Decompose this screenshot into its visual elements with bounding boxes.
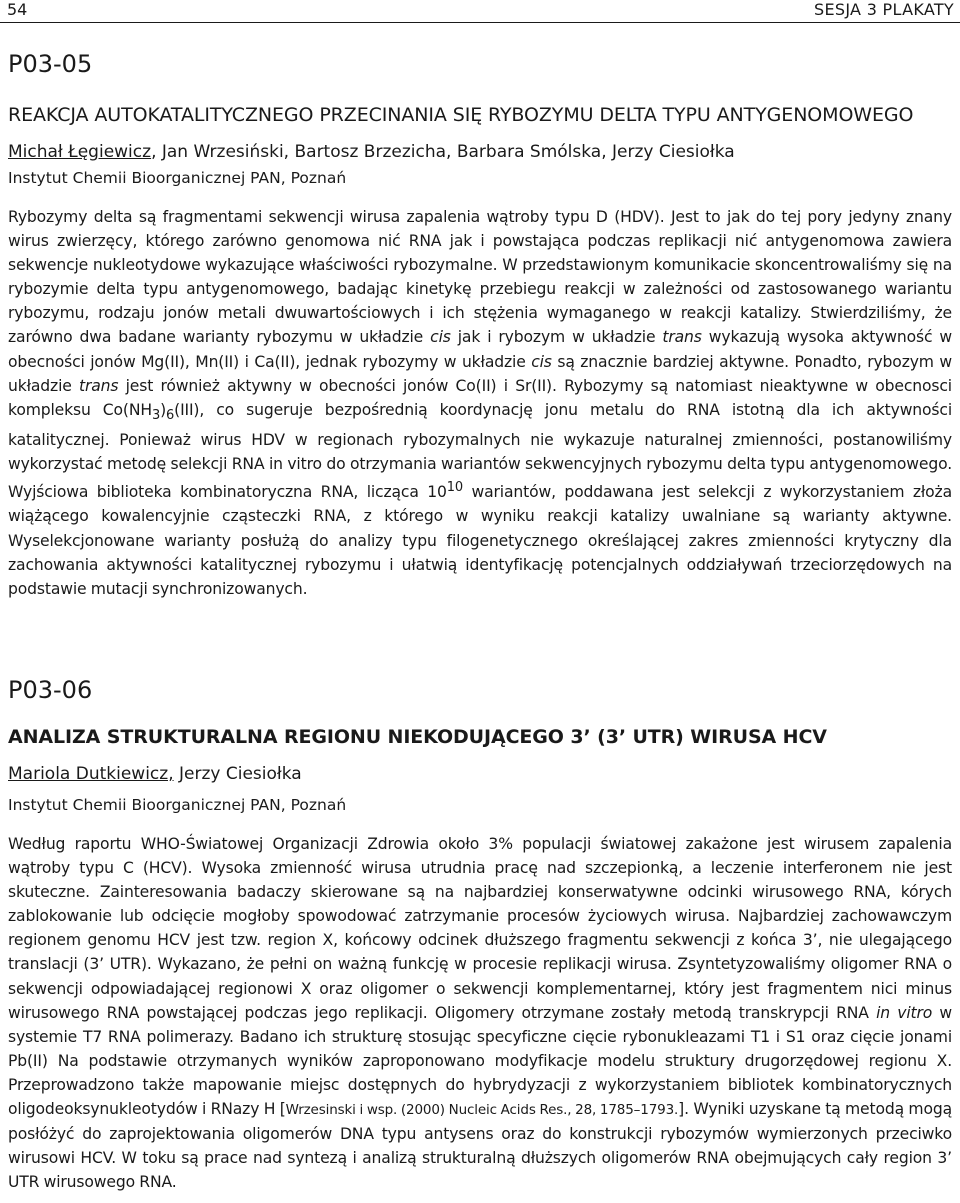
body-segment: wykazują wysoka aktywność w obecności jonów Mg(II), Mn(II) i Ca(II), jednak rybozymy w układzie bbox=[8, 328, 952, 371]
presenting-author: Michał Łęgiewicz bbox=[8, 142, 152, 162]
italic-term: trans bbox=[662, 328, 702, 347]
abstract-title: REAKCJA AUTOKATALITYCZNEGO PRZECINANIA SIĘ RYBOZYMU DELTA TYPU ANTYGENOMOWEGO bbox=[8, 104, 914, 126]
citation: Wrzesinski i wsp. (2000) Nucleic Acids Res., 28, 1785–1793. bbox=[285, 1102, 679, 1119]
presenting-author: Mariola Dutkiewicz, bbox=[8, 764, 174, 784]
superscript: 10 bbox=[446, 480, 464, 496]
body-segment: Rybozymy delta są fragmentami sekwencji wirusa zapalenia wątroby typu D (HDV). Jest to jak do tej pory jedyny znany wirus zwierzęcy, którego zarówno genomowa nić RNA jak i powstająca podczas replikacji nić antygenomowa zawiera sekwencje nukleotydowe wykazujące właściwości rybozymalne. W przedstawionym komunikacie skoncentrowaliśmy się na rybozymie delta typu antygenomowego, badając kinetykę przebiegu reakcji w zależności od zastosowanego wariantu rybozymu, rodzaju jonów metali dwuwartościowych i ich stężenia wymaganego w reakcji katalizy. Stwierdziliśmy, że zarówno dwa badane warianty rybozymu w układzie bbox=[8, 208, 952, 347]
abstract-code: P03-05 bbox=[8, 50, 93, 78]
subscript: 6 bbox=[166, 407, 175, 423]
italic-term: cis bbox=[430, 328, 451, 347]
author-list bbox=[8, 140, 952, 164]
body-segment: (III), co sugeruje bezpośrednią koordynację jonu metalu do RNA istotną dla ich aktywności katalitycznej. Ponieważ wirus HDV w regionach rybozymalnych nie wykazuje naturalnej zmienności, postanowiliśmy wykorzystać metodę selekcji RNA in vitro do otrzymania wariantów sekwencyjnych rybozymu delta typu antygenomowego. Wyjściowa biblioteka kombinatoryczna RNA, licząca 10 bbox=[8, 400, 952, 502]
page-number: 54 bbox=[7, 0, 28, 19]
section-title: SESJA 3 PLAKATY bbox=[814, 0, 954, 19]
co-authors: , Jan Wrzesiński, Bartosz Brzezicha, Barbara Smólska, Jerzy Ciesiołka bbox=[151, 142, 735, 162]
body-segment: jest również aktywny w obecności jonów Co(II) i Sr(II). Rybozymy są natomiast nieaktywne w obecnosci kompleksu Co(NH bbox=[8, 376, 952, 419]
body-segment: wariantów, poddawana jest selekcji z wykorzystaniem złoża wiążącego kowalencyjnie cząsteczki RNA, z którego w wyniku reakcji katalizy uwalniane są warianty aktywne. Wyselekcjonowane warianty posłużą do analizy typu filogenetycznego określającej zakres zmienności krytyczny dla zachowania aktywności katalitycznej rybozymu i ułatwią identyfikację potencjalnych oddziaływań trzeciorzędowych na podstawie mutacji synchronizowanych. bbox=[8, 483, 953, 598]
abstract-p03-05 bbox=[8, 47, 952, 601]
body-segment: Według raportu WHO-Światowej Organizacji Zdrowia około 3% populacji światowej zakażone jest wirusem zapalenia wątroby typu C (HCV). Wysoka zmienność wirusa utrudnia pracę nad szczepionką, a leczenie interferonem nie jest skuteczne. Zainteresowania badaczy skierowane są na najbardziej konserwatywne odcinki wirusowego RNA, kórych zablokowanie lub odcięcie mogłoby spowodować zatrzymanie procesów życiowych wirusa. Najbardziej zachowawczym regionem genomu HCV jest tzw. region X, końcowy odcinek dłuższego fragmentu sekwencji z końca 3’, nie ulegającego translacji (3’ UTR). Wykazano, że pełni on ważną funkcję w procesie replikacji wirusa. Zsyntetyzowaliśmy oligomer RNA o sekwencji odpowiadającej regionowi X oraz oligomer o sekwencji komplementarnej, który jest fragmentem nici minus wirusowego RNA powstającej podczas jego replikacji. Oligomery otrzymane zostały metodą transkrypcji RNA bbox=[8, 835, 952, 1022]
italic-term: in vitro bbox=[876, 1003, 933, 1022]
italic-term: cis bbox=[531, 352, 552, 371]
body-segment: jak i rybozym w układzie bbox=[450, 328, 663, 347]
body-segment: ) bbox=[160, 400, 167, 419]
abstract-body bbox=[8, 832, 952, 1194]
abstract-code: P03-06 bbox=[8, 676, 93, 704]
institution: Instytut Chemii Bioorganicznej PAN, Poznań bbox=[8, 796, 347, 814]
co-authors: Jerzy Ciesiołka bbox=[173, 764, 302, 784]
subscript: 3 bbox=[151, 407, 161, 423]
author-list bbox=[8, 762, 952, 786]
body-segment: w systemie T7 RNA polimerazy. Badano ich strukturę stosując specyficzne cięcie rybonukleazami T1 i S1 oraz cięcie jonami Pb(II) Na podstawie otrzymanych wyników zaproponowano modyfikacje modelu struktury drugorzędowej regionu X. Przeprowadzono także mapowanie miejsc dostępnych do hybrydyzacji z wykorzystaniem bibliotek kombinatorycznych oligodeoksynukleotydów i RNazy H [ bbox=[8, 1003, 952, 1119]
page-header bbox=[0, 0, 960, 23]
abstract-p03-06 bbox=[8, 673, 952, 1194]
body-segment: są znacznie bardziej aktywne. Ponadto, rybozym w układzie bbox=[8, 352, 952, 395]
italic-term: trans bbox=[79, 376, 119, 395]
institution: Instytut Chemii Bioorganicznej PAN, Poznań bbox=[8, 169, 347, 187]
body-segment: ]. Wyniki uzyskane tą metodą mogą posłóżyć do zaprojektowania oligomerów DNA typu antysens oraz do konstrukcji rybozymów wymierzonych przeciwko wirusowi HCV. W toku są prace nad syntezą i analizą strukturalną dłuższych oligomerów RNA obejmujących cały region 3’ UTR wirusowego RNA. bbox=[8, 1100, 952, 1192]
abstract-title: ANALIZA STRUKTURALNA REGIONU NIEKODUJĄCEGO 3’ (3’ UTR) WIRUSA HCV bbox=[8, 726, 827, 748]
abstract-body bbox=[8, 205, 952, 601]
